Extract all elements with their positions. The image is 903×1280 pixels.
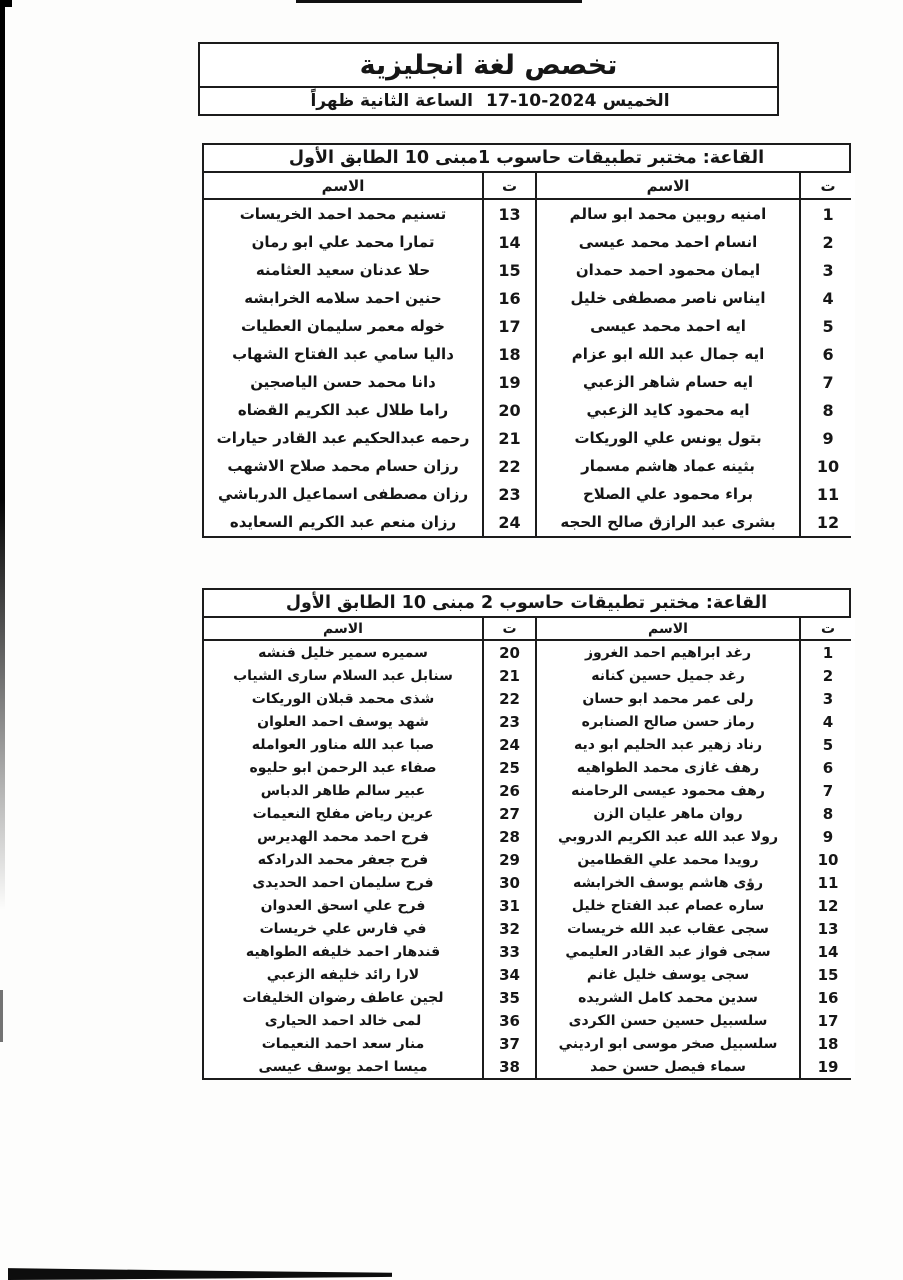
student-name: صبا عبد الله مناور العوامله: [204, 733, 482, 756]
column-header-name: الاسم: [204, 173, 482, 198]
table-row: [204, 779, 849, 802]
student-name: رغد ابراهيم احمد الغروز: [537, 641, 799, 664]
page-title: تخصص لغة انجليزية: [200, 44, 777, 88]
student-number: 33: [484, 940, 535, 963]
student-number: 36: [484, 1009, 535, 1032]
student-name: حلا عدنان سعيد العثامنه: [204, 256, 482, 284]
student-name: رزان حسام محمد صلاح الاشهب: [204, 452, 482, 480]
student-number: 31: [484, 894, 535, 917]
student-number: 18: [484, 340, 535, 368]
student-name: رؤى هاشم يوسف الخرابشه: [537, 871, 799, 894]
column-header-name: الاسم: [204, 618, 482, 639]
student-name: سجى يوسف خليل غانم: [537, 963, 799, 986]
room-title: القاعة: مختبر تطبيقات حاسوب 2 مبنى 10 الطابق الأول: [204, 590, 849, 616]
table-row: [204, 802, 849, 825]
table-row: [204, 256, 849, 284]
student-number: 16: [801, 986, 855, 1009]
table-row: [204, 1032, 849, 1055]
student-name: في فارس علي خريسات: [204, 917, 482, 940]
student-name: راما طلال عبد الكريم القضاه: [204, 396, 482, 424]
student-number: 15: [484, 256, 535, 284]
table-row: [204, 312, 849, 340]
scan-artifact-corner: [0, 0, 12, 7]
student-number: 23: [484, 480, 535, 508]
table-row: [204, 848, 849, 871]
column-header-num: ت: [484, 173, 535, 198]
student-name: تمارا محمد علي ابو رمان: [204, 228, 482, 256]
scan-artifact-left-bar: [0, 0, 5, 910]
table-row: [204, 940, 849, 963]
student-number: 11: [801, 871, 855, 894]
student-number: 37: [484, 1032, 535, 1055]
student-name: لجين عاطف رضوان الخليفات: [204, 986, 482, 1009]
student-number: 32: [484, 917, 535, 940]
column-header-name: الاسم: [537, 618, 799, 639]
student-name: رهف غازى محمد الطواهيه: [537, 756, 799, 779]
student-number: 7: [801, 368, 855, 396]
table-row: [204, 396, 849, 424]
student-name: سجى فواز عبد القادر العليمي: [537, 940, 799, 963]
student-number: 2: [801, 664, 855, 687]
student-name: عرين رياض مفلح النعيمات: [204, 802, 482, 825]
student-name: سجى عقاب عبد الله خريسات: [537, 917, 799, 940]
student-name: ايه حسام شاهر الزعبي: [537, 368, 799, 396]
exam-time: الساعة الثانية ظهراً: [310, 91, 473, 111]
student-name: رهف محمود عيسى الرحامنه: [537, 779, 799, 802]
table-row: [204, 963, 849, 986]
student-name: قندهار احمد خليفه الطواهيه: [204, 940, 482, 963]
student-number: 9: [801, 825, 855, 848]
student-name: ايناس ناصر مصطفى خليل: [537, 284, 799, 312]
room-title: القاعة: مختبر تطبيقات حاسوب 1مبنى 10 الطابق الأول: [204, 145, 849, 171]
room-table-lab2: [202, 588, 851, 1080]
student-name: رزان منعم عبد الكريم السعايده: [204, 508, 482, 536]
student-number: 22: [484, 452, 535, 480]
student-name: تسنيم محمد احمد الخريسات: [204, 200, 482, 228]
student-name: سلسبيل حسين حسن الكردى: [537, 1009, 799, 1032]
student-number: 13: [801, 917, 855, 940]
student-name: فرح سليمان احمد الحديدى: [204, 871, 482, 894]
student-number: 5: [801, 312, 855, 340]
student-number: 6: [801, 340, 855, 368]
student-name: انسام احمد محمد عيسى: [537, 228, 799, 256]
student-number: 20: [484, 396, 535, 424]
student-name: سنابل عبد السلام سارى الشياب: [204, 664, 482, 687]
table-header-row: [204, 618, 849, 639]
student-number: 3: [801, 687, 855, 710]
student-name: سلسبيل صخر موسى ابو ارديني: [537, 1032, 799, 1055]
student-number: 4: [801, 284, 855, 312]
table-row: [204, 480, 849, 508]
student-number: 21: [484, 424, 535, 452]
student-name: سميره سمير خليل فنشه: [204, 641, 482, 664]
student-number: 14: [484, 228, 535, 256]
table-row: [204, 641, 849, 664]
student-name: دانا محمد حسن الياصجين: [204, 368, 482, 396]
table-row: [204, 340, 849, 368]
student-number: 10: [801, 452, 855, 480]
student-number: 38: [484, 1055, 535, 1078]
column-header-num: ت: [801, 173, 855, 198]
student-name: روان ماهر عليان الزن: [537, 802, 799, 825]
student-number: 17: [484, 312, 535, 340]
student-number: 8: [801, 802, 855, 825]
table-row: [204, 825, 849, 848]
student-number: 29: [484, 848, 535, 871]
student-number: 1: [801, 641, 855, 664]
student-name: حنين احمد سلامه الخرابشه: [204, 284, 482, 312]
table-body: [204, 641, 849, 1078]
student-name: ميسا احمد يوسف عيسى: [204, 1055, 482, 1078]
student-name: خوله معمر سليمان العطيات: [204, 312, 482, 340]
exam-day: الخميس: [602, 91, 670, 111]
student-name: ايه محمود كايد الزعبي: [537, 396, 799, 424]
column-header-num: ت: [801, 618, 855, 639]
student-number: 23: [484, 710, 535, 733]
student-name: رغد جميل حسين كنانه: [537, 664, 799, 687]
student-name: لارا رائد خليفه الزعبي: [204, 963, 482, 986]
student-name: براء محمود علي الصلاح: [537, 480, 799, 508]
table-body: [204, 200, 849, 536]
student-name: عبير سالم طاهر الدباس: [204, 779, 482, 802]
student-name: بتول يونس علي الوريكات: [537, 424, 799, 452]
column-header-num: ت: [484, 618, 535, 639]
student-number: 12: [801, 894, 855, 917]
table-row: [204, 894, 849, 917]
student-number: 10: [801, 848, 855, 871]
student-number: 3: [801, 256, 855, 284]
student-number: 26: [484, 779, 535, 802]
student-number: 27: [484, 802, 535, 825]
table-row: [204, 710, 849, 733]
table-row: [204, 871, 849, 894]
column-header-name: الاسم: [537, 173, 799, 198]
student-name: بشرى عبد الرازق صالح الحجه: [537, 508, 799, 536]
table-header-row: [204, 173, 849, 198]
student-number: 20: [484, 641, 535, 664]
table-row: [204, 228, 849, 256]
scan-artifact-left-dash: [0, 990, 3, 1042]
student-number: 24: [484, 508, 535, 536]
student-number: 15: [801, 963, 855, 986]
document-header: [198, 42, 779, 116]
student-number: 8: [801, 396, 855, 424]
table-row: [204, 452, 849, 480]
student-number: 2: [801, 228, 855, 256]
student-number: 34: [484, 963, 535, 986]
student-name: بثينه عماد هاشم مسمار: [537, 452, 799, 480]
student-name: ايه جمال عبد الله ابو عزام: [537, 340, 799, 368]
student-number: 7: [801, 779, 855, 802]
student-name: فرح احمد محمد الهديرس: [204, 825, 482, 848]
student-number: 12: [801, 508, 855, 536]
table-row: [204, 508, 849, 536]
table-row: [204, 687, 849, 710]
student-number: 28: [484, 825, 535, 848]
table-row: [204, 284, 849, 312]
scan-artifact-bottom-smudge: [8, 1266, 392, 1280]
student-name: منار سعد احمد النعيمات: [204, 1032, 482, 1055]
scan-artifact-top-line: [296, 0, 582, 3]
student-number: 24: [484, 733, 535, 756]
student-number: 22: [484, 687, 535, 710]
student-number: 17: [801, 1009, 855, 1032]
student-name: رلى عمر محمد ابو حسان: [537, 687, 799, 710]
student-number: 4: [801, 710, 855, 733]
table-row: [204, 733, 849, 756]
student-number: 16: [484, 284, 535, 312]
student-name: شذى محمد قبلان الوريكات: [204, 687, 482, 710]
student-name: سدين محمد كامل الشريده: [537, 986, 799, 1009]
table-row: [204, 1055, 849, 1078]
student-number: 30: [484, 871, 535, 894]
table-row: [204, 917, 849, 940]
table-row: [204, 1009, 849, 1032]
student-name: ساره عصام عبد الفتاح خليل: [537, 894, 799, 917]
student-name: فرح جعفر محمد الدرادكه: [204, 848, 482, 871]
table-row: [204, 368, 849, 396]
student-name: لمى خالد احمد الحيارى: [204, 1009, 482, 1032]
student-name: رناد زهير عبد الحليم ابو ديه: [537, 733, 799, 756]
student-name: رزان مصطفى اسماعيل الدرباشي: [204, 480, 482, 508]
student-name: فرح علي اسحق العدوان: [204, 894, 482, 917]
student-name: رحمه عبدالحكيم عبد القادر حيارات: [204, 424, 482, 452]
table-row: [204, 200, 849, 228]
student-number: 6: [801, 756, 855, 779]
student-number: 18: [801, 1032, 855, 1055]
student-name: رويدا محمد علي القطامين: [537, 848, 799, 871]
student-number: 35: [484, 986, 535, 1009]
student-name: ايه احمد محمد عيسى: [537, 312, 799, 340]
exam-date: 17-10-2024: [485, 91, 597, 111]
student-number: 13: [484, 200, 535, 228]
table-row: [204, 664, 849, 687]
student-name: سماء فيصل حسن حمد: [537, 1055, 799, 1078]
student-name: رولا عبد الله عبد الكريم الدروبي: [537, 825, 799, 848]
student-number: 25: [484, 756, 535, 779]
student-number: 5: [801, 733, 855, 756]
student-number: 19: [484, 368, 535, 396]
student-number: 9: [801, 424, 855, 452]
student-name: رماز حسن صالح الصنابره: [537, 710, 799, 733]
student-name: صفاء عبد الرحمن ابو حليوه: [204, 756, 482, 779]
student-name: امنيه روبين محمد ابو سالم: [537, 200, 799, 228]
student-number: 14: [801, 940, 855, 963]
table-row: [204, 756, 849, 779]
table-row: [204, 986, 849, 1009]
student-name: شهد يوسف احمد العلوان: [204, 710, 482, 733]
student-number: 21: [484, 664, 535, 687]
student-number: 1: [801, 200, 855, 228]
table-row: [204, 424, 849, 452]
student-number: 11: [801, 480, 855, 508]
student-name: داليا سامي عبد الفتاح الشهاب: [204, 340, 482, 368]
exam-datetime: [200, 88, 777, 114]
student-name: ايمان محمود احمد حمدان: [537, 256, 799, 284]
room-table-lab1: [202, 143, 851, 538]
student-number: 19: [801, 1055, 855, 1078]
